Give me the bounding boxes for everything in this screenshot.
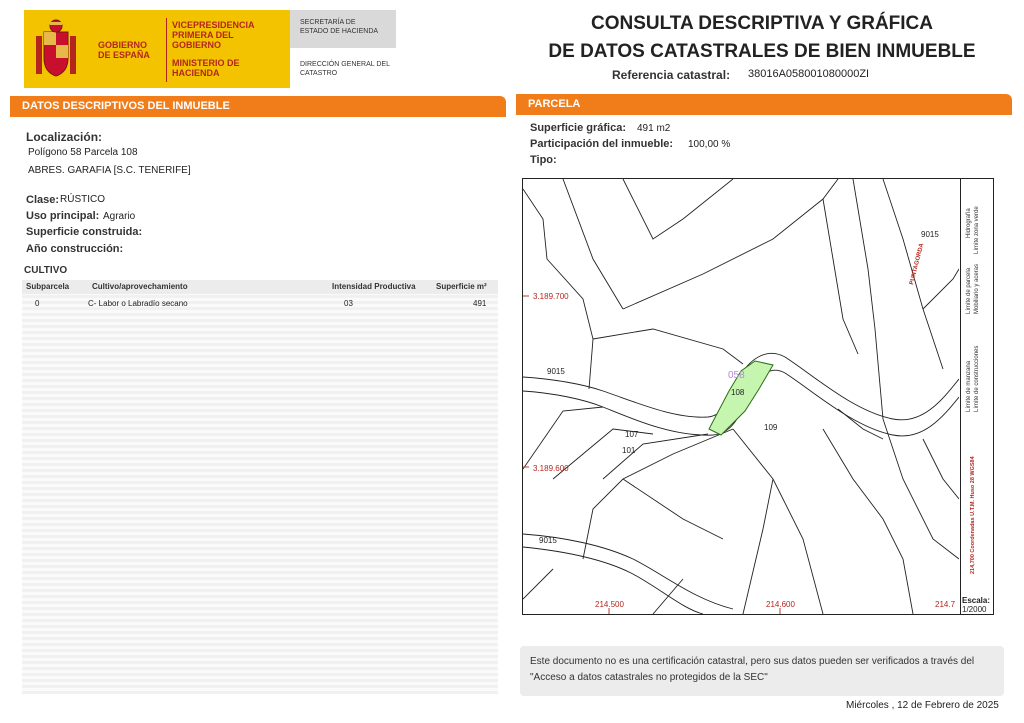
legend-limite-parcela: Límite de parcela — [966, 267, 972, 314]
localizacion-label: Localización: — [26, 130, 103, 144]
table-row-intensidad: 03 — [344, 299, 353, 308]
toponym-label: PUNTAGORDA — [909, 242, 926, 286]
road-label-bottom: 9015 — [539, 536, 557, 545]
col-cultivo: Cultivo/aprovechamiento — [92, 282, 188, 291]
ref-value: 38016A058001080000ZI — [748, 68, 870, 80]
localizacion-line-1: Polígono 58 Parcela 108 — [28, 147, 138, 158]
section-header-parcela: PARCELA — [516, 94, 1012, 114]
poligono-label: 058 — [728, 370, 745, 381]
coord-y-top: 3.189.700 — [533, 292, 569, 301]
parcela-101-label: 101 — [622, 446, 636, 455]
coord-y-bottom: 3.189.600 — [533, 464, 569, 473]
escala-value: 1/2000 — [962, 605, 987, 614]
legend-divider — [960, 178, 961, 615]
section-rule-parcela — [516, 114, 1012, 115]
ref-label: Referencia catastral: — [612, 68, 731, 82]
clase-label: Clase: — [26, 194, 60, 206]
escala-label: Escala: — [962, 596, 991, 605]
section-header-inmueble: DATOS DESCRIPTIVOS DEL INMUEBLE — [10, 96, 506, 116]
participacion-value: 100,00 % — [688, 139, 731, 150]
vicepresidencia-text: VICEPRESIDENCIA PRIMERA DEL GOBIERNO — [172, 20, 255, 50]
secretaria-text: SECRETARÍA DE ESTADO DE HACIENDA — [300, 19, 379, 35]
coord-x-left: 214.500 — [595, 600, 624, 609]
ministerio-text: MINISTERIO DE HACIENDA — [172, 58, 240, 78]
tipo-label: Tipo: — [530, 154, 557, 166]
title-line-2: DE DATOS CATASTRALES DE BIEN INMUEBLE — [548, 41, 976, 62]
legend-limite-construcciones: Límite de construcciones — [974, 345, 980, 412]
coord-x-mid: 214.600 — [766, 600, 795, 609]
page-title — [540, 10, 984, 66]
parcela-109-label: 109 — [764, 423, 778, 432]
anio-construccion-label: Año construcción: — [26, 243, 124, 255]
legend-mobiliario: Mobiliario y aceras — [974, 263, 980, 314]
section-rule-inmueble — [10, 116, 506, 117]
legend-limite-manzana: Límite de manzana — [966, 360, 972, 412]
map-drawing[interactable] — [523, 179, 959, 614]
road-label-top: 9015 — [921, 230, 939, 239]
parcela-107-label: 107 — [625, 430, 639, 439]
legend-hidrografia: Hidrografía — [966, 208, 972, 238]
superficie-construida-label: Superficie construida: — [26, 226, 143, 238]
participacion-label: Participación del inmueble: — [530, 138, 674, 150]
table-row-superficie: 491 — [473, 299, 487, 308]
legend-coordenadas: 214,700 Coordenadas U.T.M. Huso 28 WGS84 — [970, 456, 976, 574]
header-divider — [166, 18, 167, 82]
gobierno-text: GOBIERNO DE ESPAÑA — [98, 40, 150, 60]
localizacion-line-2: ABRES. GARAFIA [S.C. TENERIFE] — [28, 165, 191, 176]
table-row-cultivo: C- Labor o Labradío secano — [88, 299, 188, 308]
title-line-1: CONSULTA DESCRIPTIVA Y GRÁFICA — [590, 13, 934, 34]
cultivo-title: CULTIVO — [24, 265, 68, 276]
col-subparcela: Subparcela — [26, 282, 70, 291]
table-row-subparcela: 0 — [35, 299, 40, 308]
disclaimer-text: Este documento no es una certificación catastral, pero sus datos pueden ser verificados a través del "Acceso a datos catastrales no protegidos de la SEC" — [530, 656, 975, 683]
direccion-text: DIRECCIÓN GENERAL DEL CATASTRO — [300, 61, 390, 77]
sup-grafica-value: 491 m2 — [637, 123, 671, 134]
document-date: Miércoles , 12 de Febrero de 2025 — [846, 700, 999, 711]
coord-x-right: 214.7 — [935, 600, 956, 609]
road-label-left: 9015 — [547, 367, 565, 376]
uso-label: Uso principal: — [26, 210, 100, 222]
parcela-108-label: 108 — [731, 388, 745, 397]
col-superficie: Superficie m² — [436, 282, 487, 291]
sup-grafica-label: Superficie gráfica: — [530, 122, 626, 134]
map-legend — [962, 182, 992, 580]
coat-of-arms-icon — [34, 18, 78, 80]
legend-zona-verde: Límite zona verde — [974, 206, 980, 254]
uso-value: Agrario — [103, 211, 136, 222]
col-intensidad: Intensidad Productiva — [332, 282, 416, 291]
clase-value: RÚSTICO — [60, 194, 105, 205]
cultivo-table — [22, 280, 498, 694]
